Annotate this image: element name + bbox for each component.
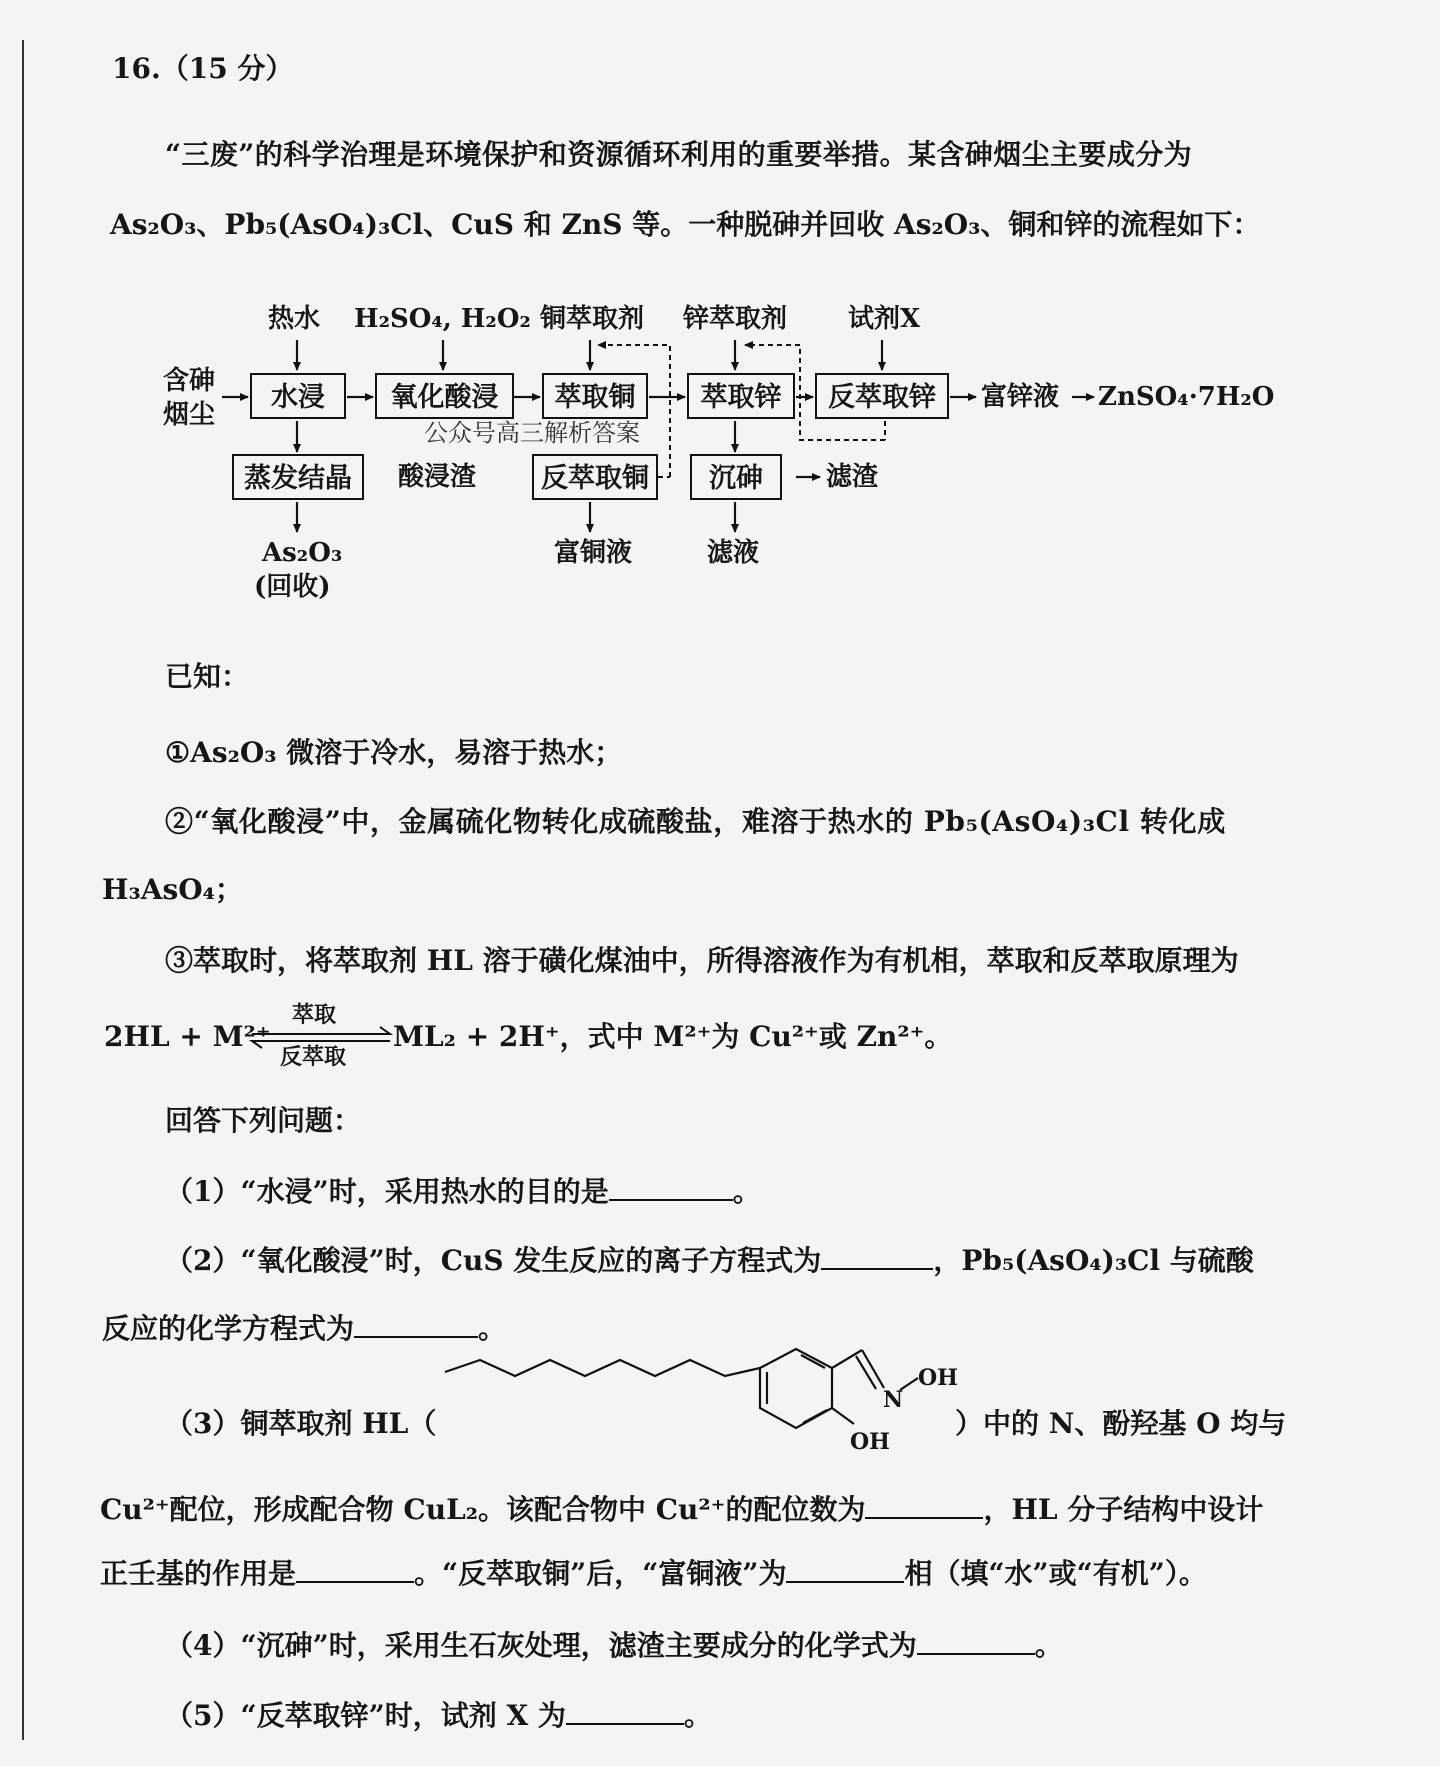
q3-text-c: Cu²⁺配位，形成配合物 CuL₂。该配合物中 Cu²⁺的配位数为 — [100, 1493, 866, 1526]
question-3-line3 — [100, 1555, 1207, 1591]
q3-text-g: 相（填“水”或“有机”）。 — [904, 1557, 1207, 1590]
questions-header: 回答下列问题： — [165, 1104, 362, 1137]
q3-text-d: ，HL 分子结构中设计 — [983, 1493, 1264, 1526]
mol-oh-phenol: OH — [850, 1429, 890, 1455]
q3-text-b: ）中的 N、酚羟基 O 均与 — [955, 1407, 1287, 1440]
known-item-2-line2: H₃AsO₄； — [102, 873, 243, 906]
q2-end: 。 — [478, 1312, 507, 1345]
q3-text-f: 。“反萃取铜”后，“富铜液”为 — [414, 1557, 787, 1590]
step-water-leach: 水浸 — [250, 373, 346, 419]
mol-n-label: N — [883, 1387, 904, 1413]
q3-answer-blank-1[interactable] — [865, 1491, 983, 1519]
eq-bottom-label: 反萃取 — [280, 1044, 347, 1070]
step-oxidative-acid-leach: 氧化酸浸 — [375, 373, 514, 419]
eq-left: 2HL + M²⁺ — [104, 1020, 271, 1053]
label-filter-residue: 滤渣 — [826, 462, 879, 492]
q2-text-b: ，Pb₅(AsO₄)₃Cl 与硫酸 — [933, 1244, 1254, 1277]
step-precipitate-as: 沉砷 — [690, 454, 782, 500]
q3-answer-blank-3[interactable] — [786, 1555, 904, 1583]
intro-line-1: “三废”的科学治理是环境保护和资源循环利用的重要举措。某含砷烟尘主要成分为 — [165, 138, 1193, 171]
known-item-3-line1: ③萃取时，将萃取剂 HL 溶于磺化煤油中，所得溶液作为有机相，萃取和反萃取原理为 — [165, 944, 1239, 977]
step-back-extract-cu: 反萃取铜 — [532, 454, 658, 500]
eq-right: ML₂ + 2H⁺，式中 M²⁺为 Cu²⁺或 Zn²⁺。 — [393, 1020, 953, 1053]
label-as2o3: As₂O₃ — [262, 538, 343, 568]
label-reagent-x: 试剂X — [848, 304, 921, 334]
step-extract-cu: 萃取铜 — [542, 373, 648, 419]
known-item-1: ①As₂O₃ 微溶于冷水，易溶于热水； — [165, 736, 623, 769]
question-4 — [165, 1627, 1063, 1663]
intro-line-2: As₂O₃、Pb₅(AsO₄)₃Cl、CuS 和 ZnS 等。一种脱砷并回收 As₂O₃、铜和锌的流程如下： — [110, 208, 1261, 241]
q5-text: （5）“反萃取锌”时，试剂 X 为 — [165, 1699, 566, 1732]
q3-text-e: 正壬基的作用是 — [100, 1557, 297, 1590]
label-start-line1: 含砷 — [163, 366, 216, 396]
q4-answer-blank[interactable] — [917, 1627, 1035, 1655]
step-back-extract-zn: 反萃取锌 — [815, 373, 949, 419]
q5-answer-blank[interactable] — [566, 1697, 684, 1725]
label-filtrate: 滤液 — [707, 538, 760, 568]
q4-end: 。 — [1034, 1629, 1063, 1662]
label-cu-extractant: 铜萃取剂 — [540, 304, 645, 334]
question-number: 16.（15 分） — [112, 52, 294, 85]
label-cu-rich: 富铜液 — [554, 538, 633, 568]
known-item-2-line1: ②“氧化酸浸”中，金属硫化物转化成硫酸盐，难溶于热水的 Pb₅(AsO₄)₃Cl 转化成 — [165, 805, 1226, 838]
label-start-line2: 烟尘 — [163, 400, 216, 430]
q3-text-a: （3）铜萃取剂 HL（ — [165, 1407, 437, 1440]
q4-text: （4）“沉砷”时，采用生石灰处理，滤渣主要成分的化学式为 — [165, 1629, 917, 1662]
label-zn-extractant: 锌萃取剂 — [683, 304, 788, 334]
question-5 — [165, 1697, 712, 1733]
q1-end: 。 — [732, 1175, 761, 1208]
q3-answer-blank-2[interactable] — [296, 1555, 414, 1583]
q2-text-a: （2）“氧化酸浸”时，CuS 发生反应的离子方程式为 — [165, 1244, 822, 1277]
q5-end: 。 — [683, 1699, 712, 1732]
label-acid-oxidant: H₂SO₄, H₂O₂ — [354, 304, 531, 334]
eq-top-label: 萃取 — [292, 1002, 337, 1028]
label-hot-water: 热水 — [268, 304, 321, 334]
step-extract-zn: 萃取锌 — [687, 373, 795, 419]
step-evaporate: 蒸发结晶 — [232, 454, 364, 500]
label-zn-rich: 富锌液 — [981, 382, 1060, 412]
question-3-line2 — [100, 1491, 1263, 1527]
mol-oh-oxime: OH — [918, 1365, 958, 1391]
q1-text: （1）“水浸”时，采用热水的目的是 — [165, 1175, 609, 1208]
label-znso4: ZnSO₄·7H₂O — [1098, 382, 1275, 412]
q2-text-c: 反应的化学方程式为 — [102, 1312, 355, 1345]
watermark: 公众号高三解析答案 — [424, 419, 640, 447]
label-acid-residue: 酸浸渣 — [398, 462, 477, 492]
known-title: 已知： — [165, 660, 250, 693]
label-recycle: (回收) — [254, 572, 331, 602]
